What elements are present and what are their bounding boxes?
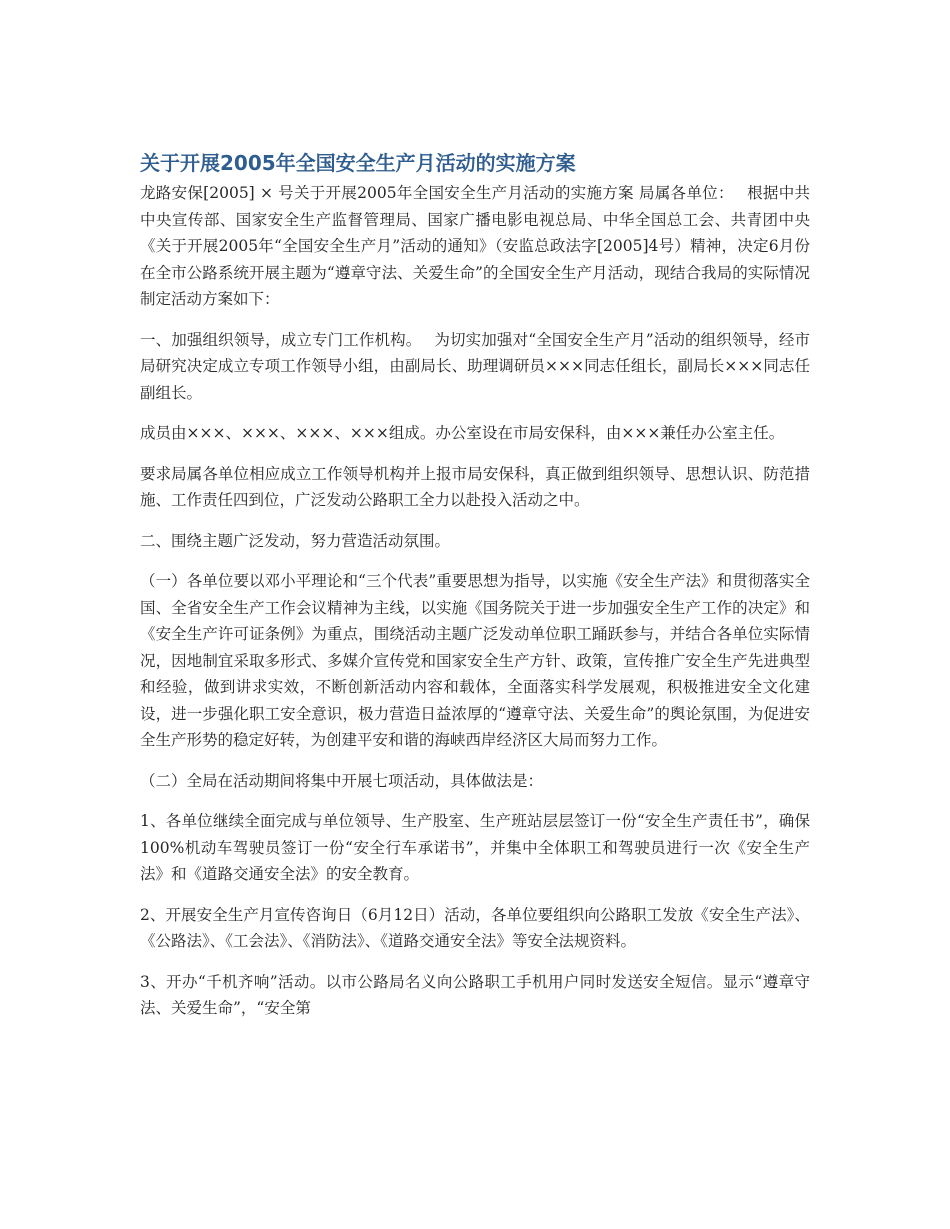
paragraph-requirements: 要求局属各单位相应成立工作领导机构并上报市局安保科，真正做到组织领导、思想认识、防范措施、工作责任四到位，广泛发动公路职工全力以赴投入活动之中。 (140, 464, 810, 509)
paragraph-intro: 龙路安保[2005] × 号关于开展2005年全国安全生产月活动的实施方案 局属各单位： 根据中共中央宣传部、国家安全生产监督管理局、国家广播电影电视总局、中华全国总工会、共青团中央《关于开展2005年“全国安全生产月”活动的通知》（安监总政法字[2005]4号）精神，决定6月份在全市公路系统开展主题为“遵章守法、关爱生命”的全国安全生产月活动，现结合我局的实际情况制定活动方案如下： (140, 184, 810, 308)
paragraph-item-2: 2、开展安全生产月宣传咨询日（6月12日）活动，各单位要组织向公路职工发放《安全生产法》、《公路法》、《工会法》、《消防法》、《道路交通安全法》等安全法规资料。 (140, 905, 810, 950)
paragraph-subsection-1: （一）各单位要以邓小平理论和“三个代表”重要思想为指导，以实施《安全生产法》和贯彻落实全国、全省安全生产工作会议精神为主线，以实施《国务院关于进一步加强安全生产工作的决定》和《安全生产许可证条例》为重点，围绕活动主题广泛发动单位职工踊跃参与，并结合各单位实际情况，因地制宜采取多形式、多媒介宣传党和国家安全生产方针、政策，宣传推广安全生产先进典型和经验，做到讲求实效，不断创新活动内容和载体，全面落实科学发展观，积极推进安全文化建设，进一步强化职工安全意识，极力营造日益浓厚的“遵章守法、关爱生命”的舆论氛围，为促进安全生产形势的稳定好转，为创建平安和谐的海峡西岸经济区大局而努力工作。 (140, 572, 810, 749)
paragraph-section-1: 一、加强组织领导，成立专门工作机构。 为切实加强对“全国安全生产月”活动的组织领导，经市局研究决定成立专项工作领导小组，由副局长、助理调研员×××同志任组长，副局长×××同志任副组长。 (140, 330, 810, 402)
paragraph-item-3: 3、开办“千机齐响”活动。以市公路局名义向公路职工手机用户同时发送安全短信。显示“遵章守法、关爱生命”，“安全第 (140, 972, 810, 1017)
paragraph-members: 成员由×××、×××、×××、×××组成。办公室设在市局安保科，由×××兼任办公室主任。 (140, 424, 785, 442)
paragraph-item-1: 1、各单位继续全面完成与单位领导、生产股室、生产班站层层签订一份“安全生产责任书”，确保100%机动车驾驶员签订一份“安全行车承诺书”，并集中全体职工和驾驶员进行一次《安全生产法》和《道路交通安全法》的安全教育。 (140, 812, 810, 883)
paragraph-subsection-2: （二）全局在活动期间将集中开展七项活动，具体做法是： (140, 771, 544, 790)
document-title: 关于开展2005年全国安全生产月活动的实施方案 (140, 151, 576, 175)
document-page (140, 148, 810, 1036)
paragraph-section-2: 二、围绕主题广泛发动，努力营造活动氛围。 (140, 531, 451, 550)
